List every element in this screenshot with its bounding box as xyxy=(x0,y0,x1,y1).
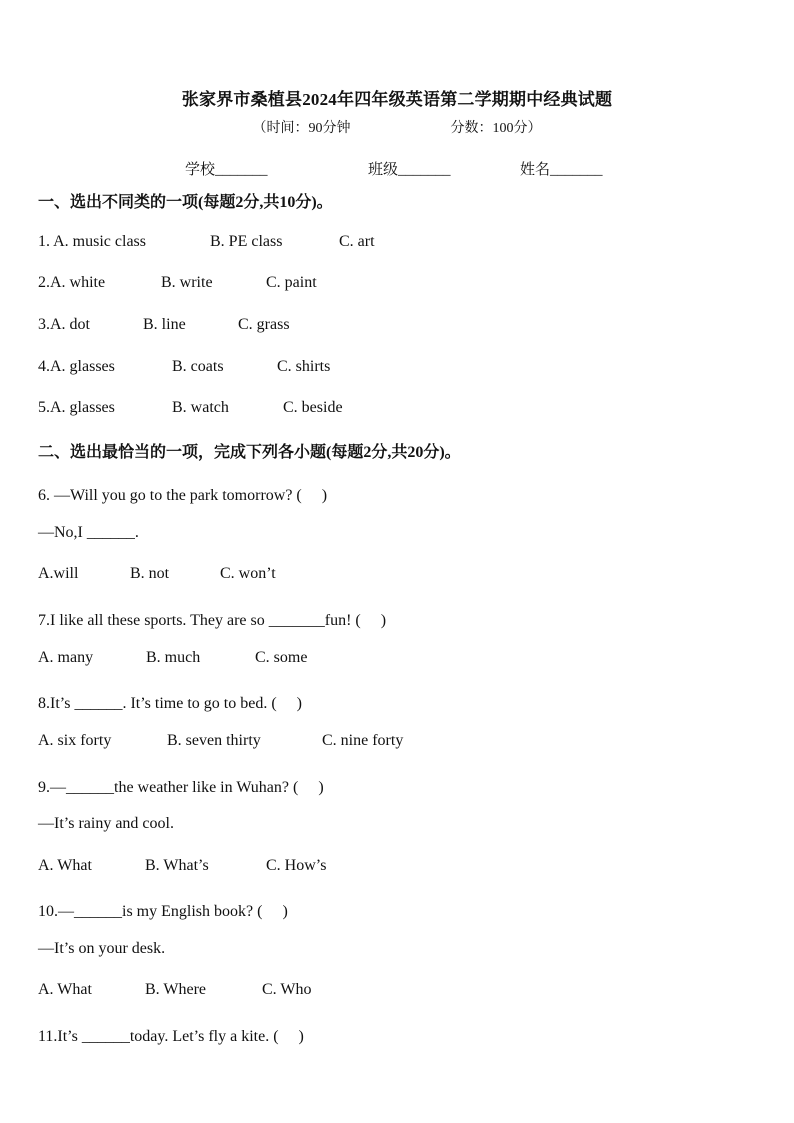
q9-reply: —It’s rainy and cool. xyxy=(38,815,174,832)
q6-option-b: B. not xyxy=(130,565,170,582)
question-2 xyxy=(38,274,758,296)
q5-option-a: 5.A. glasses xyxy=(38,399,115,416)
exam-meta xyxy=(0,117,794,137)
q11-stem: 11.It’s ______today. Let’s fly a kite. ( ) xyxy=(38,1028,304,1045)
question-3 xyxy=(38,316,758,338)
section-1-heading: 一、选出不同类的一项(每题2分,共10分)。 xyxy=(38,194,333,211)
q6-option-c: C. won’t xyxy=(220,565,276,582)
q7-option-b: B. much xyxy=(146,649,201,666)
q3-option-c: C. grass xyxy=(238,316,290,333)
q2-option-a: 2.A. white xyxy=(38,274,106,291)
q9-option-c: C. How’s xyxy=(266,857,327,874)
q6-stem: 6. —Will you go to the park tomorrow? ( ) xyxy=(38,487,328,504)
q4-option-c: C. shirts xyxy=(277,358,331,375)
q7-option-a: A. many xyxy=(38,649,94,666)
q9-stem: 9.—______the weather like in Wuhan? ( ) xyxy=(38,779,324,796)
q6-reply: —No,I ______. xyxy=(38,524,139,541)
q3-option-b: B. line xyxy=(143,316,186,333)
q1-option-c: C. art xyxy=(339,233,375,250)
question-1 xyxy=(38,233,758,255)
q10-options xyxy=(38,981,758,1003)
q9-option-b: B. What’s xyxy=(145,857,209,874)
q5-option-b: B. watch xyxy=(172,399,229,416)
q7-options xyxy=(38,649,758,671)
q10-option-b: B. Where xyxy=(145,981,207,998)
q10-stem: 10.—______is my English book? ( ) xyxy=(38,903,288,920)
q4-option-b: B. coats xyxy=(172,358,224,375)
name-field: 姓名_______ xyxy=(520,162,603,178)
q7-option-c: C. some xyxy=(255,649,308,666)
q1-option-a: 1. A. music class xyxy=(38,233,146,250)
q1-option-b: B. PE class xyxy=(210,233,283,250)
question-5 xyxy=(38,399,758,421)
q6-options xyxy=(38,565,758,587)
time-limit: （时间：90分钟 xyxy=(252,121,351,136)
q10-option-c: C. Who xyxy=(262,981,312,998)
q10-reply: —It’s on your desk. xyxy=(38,940,166,957)
q8-option-c: C. nine forty xyxy=(322,732,404,749)
q9-option-a: A. What xyxy=(38,857,92,874)
question-4 xyxy=(38,358,758,380)
q9-options xyxy=(38,857,758,879)
school-field: 学校_______ xyxy=(185,162,268,178)
section-2-heading: 二、选出最恰当的一项，完成下列各小题(每题2分,共20分)。 xyxy=(38,444,461,461)
q4-option-a: 4.A. glasses xyxy=(38,358,115,375)
page-title: 张家界市桑植县2024年四年级英语第二学期期中经典试题 xyxy=(181,90,613,109)
q3-option-a: 3.A. dot xyxy=(38,316,90,333)
q7-stem: 7.I like all these sports. They are so _______fun! ( ) xyxy=(38,612,387,629)
q2-option-c: C. paint xyxy=(266,274,317,291)
class-field: 班级_______ xyxy=(368,162,451,178)
total-score: 分数：100分） xyxy=(450,121,542,136)
q8-options xyxy=(38,732,758,754)
q8-option-b: B. seven thirty xyxy=(167,732,261,749)
q6-option-a: A.will xyxy=(38,565,79,582)
q5-option-c: C. beside xyxy=(283,399,343,416)
q2-option-b: B. write xyxy=(161,274,213,291)
q10-option-a: A. What xyxy=(38,981,92,998)
q8-option-a: A. six forty xyxy=(38,732,112,749)
q8-stem: 8.It’s ______. It’s time to go to bed. ( ) xyxy=(38,695,302,712)
